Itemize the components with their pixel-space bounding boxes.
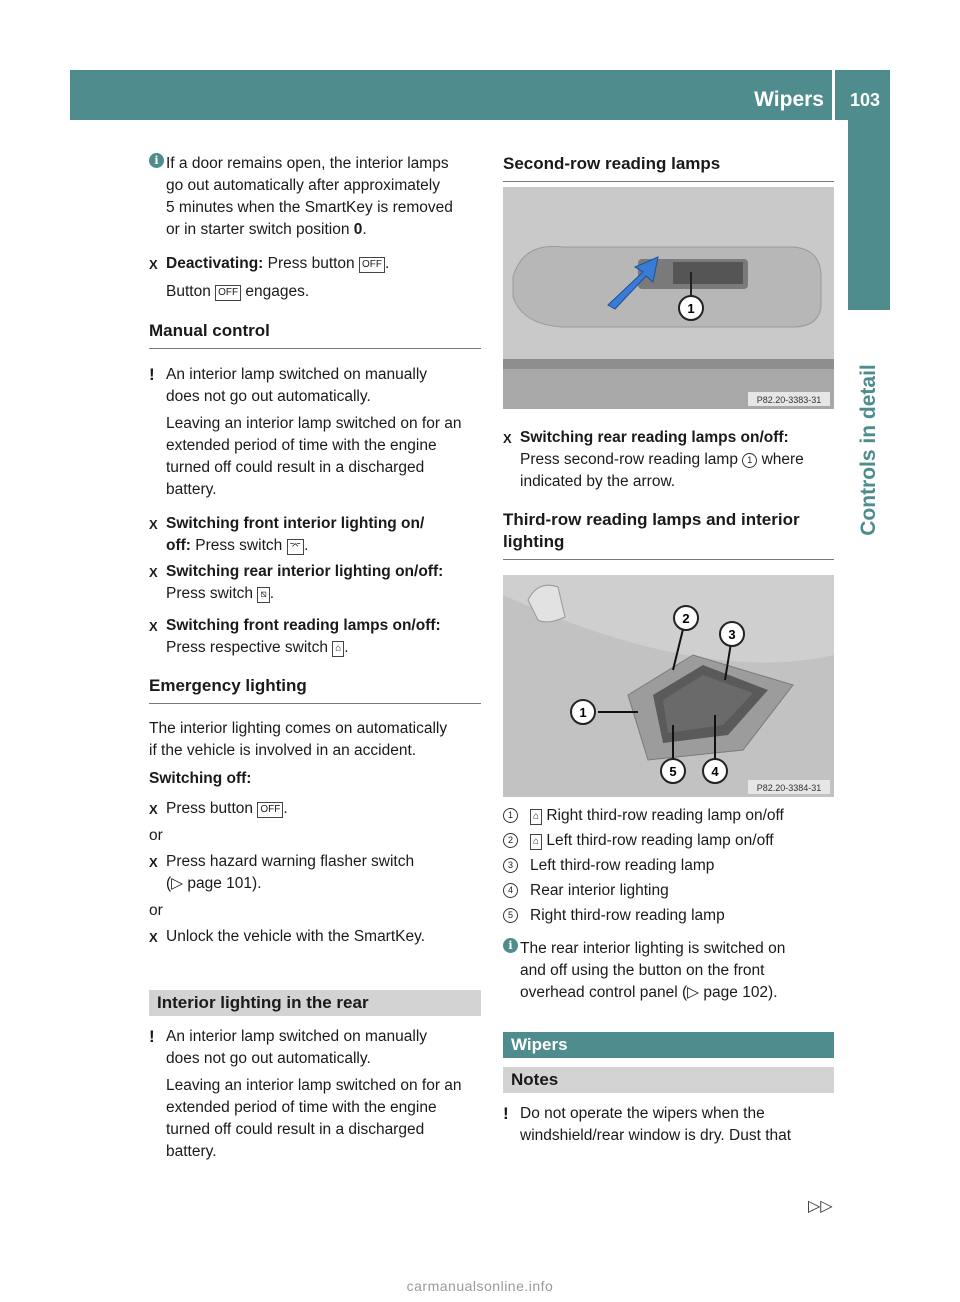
step-arrow-icon: X xyxy=(149,257,158,272)
side-tab xyxy=(848,120,890,310)
emergency-body: The interior lighting comes on automatically if the vehicle is involved in an accident. xyxy=(149,720,448,759)
side-tab-label: Controls in detail xyxy=(857,364,880,536)
step-front-reading: X Switching front reading lamps on/off: Press respective switch ⌂ . xyxy=(149,617,441,656)
page-number: 103 xyxy=(849,90,881,110)
or-text: or xyxy=(149,827,163,844)
header-section-title: Wipers xyxy=(754,88,824,111)
legend-item: 4 Rear interior lighting xyxy=(503,878,834,903)
step-arrow-icon: X xyxy=(149,855,158,870)
warning-note-rear: ! An interior lamp switched on manually does not go out automatically. Leaving an interior lamp switched on for an extended period of time with the engine turned off could result in a discharged battery. xyxy=(149,1027,462,1160)
interior-light-off-icon: OFF xyxy=(359,257,385,273)
header-divider xyxy=(832,70,835,120)
section-interior-rear: Interior lighting in the rear xyxy=(149,990,481,1016)
info-icon: i xyxy=(503,938,518,953)
watermark: carmanualsonline.info xyxy=(406,1278,554,1294)
legend-item: 2 ⌂ Left third-row reading lamp on/off xyxy=(503,828,834,853)
right-column xyxy=(503,153,834,182)
switching-off-label: Switching off: xyxy=(149,770,252,787)
step-arrow-icon: X xyxy=(149,802,158,817)
step-press-button: X Press button OFF . xyxy=(149,798,481,820)
front-interior-light-icon: ⌤ xyxy=(287,539,305,555)
step-arrow-icon: X xyxy=(149,565,158,580)
section-notes: Notes xyxy=(503,1067,834,1093)
step-arrow-icon: X xyxy=(503,431,512,446)
warning-icon: ! xyxy=(149,1027,155,1046)
reading-lamp-icon: ⌂ xyxy=(530,809,542,825)
step-unlock: X Unlock the vehicle with the SmartKey. xyxy=(149,926,481,948)
interior-light-off-icon: OFF xyxy=(215,285,241,301)
interior-light-off-icon: OFF xyxy=(257,802,283,818)
section-wipers: Wipers xyxy=(503,1032,834,1058)
step-deactivating: X Deactivating: Press button OFF . xyxy=(149,253,481,275)
continue-arrows-icon: ▷▷ xyxy=(808,1198,833,1215)
step-front-interior: X Switching front interior lighting on/ off: Press switch ⌤ . xyxy=(149,515,425,554)
callout-2: 2 xyxy=(682,611,690,626)
warning-note-manual: ! An interior lamp switched on manually does not go out automatically. Leaving an interior lamp switched on for an extended period of time with the engine turned off could result in a discharged battery. xyxy=(149,365,462,498)
step-rear-interior: X Switching rear interior lighting on/off: Press switch ⧅ . xyxy=(149,563,444,602)
callout-ref-1: 1 xyxy=(742,453,757,468)
step-arrow-icon: X xyxy=(149,517,158,532)
right-column-lower xyxy=(503,803,834,1147)
button-engages-text: Button OFF engages. xyxy=(166,283,310,300)
info-note-rear-lighting: i The rear interior lighting is switched on and off using the button on the front overhead control panel (▷ page 102). xyxy=(503,938,834,1004)
warning-note-wipers: ! Do not operate the wipers when the windshield/rear window is dry. Dust that xyxy=(503,1104,792,1144)
callout-4: 4 xyxy=(711,764,719,779)
legend-item: 1 ⌂ Right third-row reading lamp on/off xyxy=(503,803,834,828)
callout-1: 1 xyxy=(579,705,587,720)
photo2-code: P82.20-3384-31 xyxy=(756,783,822,793)
or-text: or xyxy=(149,902,163,919)
heading-second-row: Second-row reading lamps xyxy=(503,153,834,182)
rear-interior-light-icon: ⧅ xyxy=(257,587,269,603)
left-column xyxy=(149,153,481,1163)
callout-1: 1 xyxy=(687,301,695,316)
step-hazard: X Press hazard warning flasher switch (▷ page 101). xyxy=(149,853,415,892)
legend-item: 5 Right third-row reading lamp xyxy=(503,903,834,928)
photo-second-row-lamps xyxy=(503,187,834,409)
warning-icon: ! xyxy=(149,365,155,384)
callout-5: 5 xyxy=(669,764,677,779)
step-arrow-icon: X xyxy=(149,619,158,634)
callout-3: 3 xyxy=(728,627,736,642)
reading-lamp-icon: ⌂ xyxy=(530,834,542,850)
info-icon: i xyxy=(149,153,164,168)
legend-item: 3 Left third-row reading lamp xyxy=(503,853,834,878)
photo-third-row-lamps xyxy=(503,575,834,797)
heading-emergency-lighting: Emergency lighting xyxy=(149,675,481,704)
info-note-door: i If a door remains open, the interior lamps go out automatically after approximately 5 minutes when the SmartKey is removed or in starter switch position 0. xyxy=(149,153,481,241)
step-arrow-icon: X xyxy=(149,930,158,945)
warning-icon: ! xyxy=(503,1104,509,1123)
right-column-mid xyxy=(503,427,834,560)
heading-manual-control: Manual control xyxy=(149,320,481,349)
heading-third-row: Third-row reading lamps and interior lighting xyxy=(503,509,834,560)
photo1-code: P82.20-3383-31 xyxy=(756,395,822,405)
reading-lamp-icon: ⌂ xyxy=(332,641,344,657)
step-second-row: X Switching rear reading lamps on/off: Press second-row reading lamp 1 where indicated by the arrow. xyxy=(503,429,804,490)
